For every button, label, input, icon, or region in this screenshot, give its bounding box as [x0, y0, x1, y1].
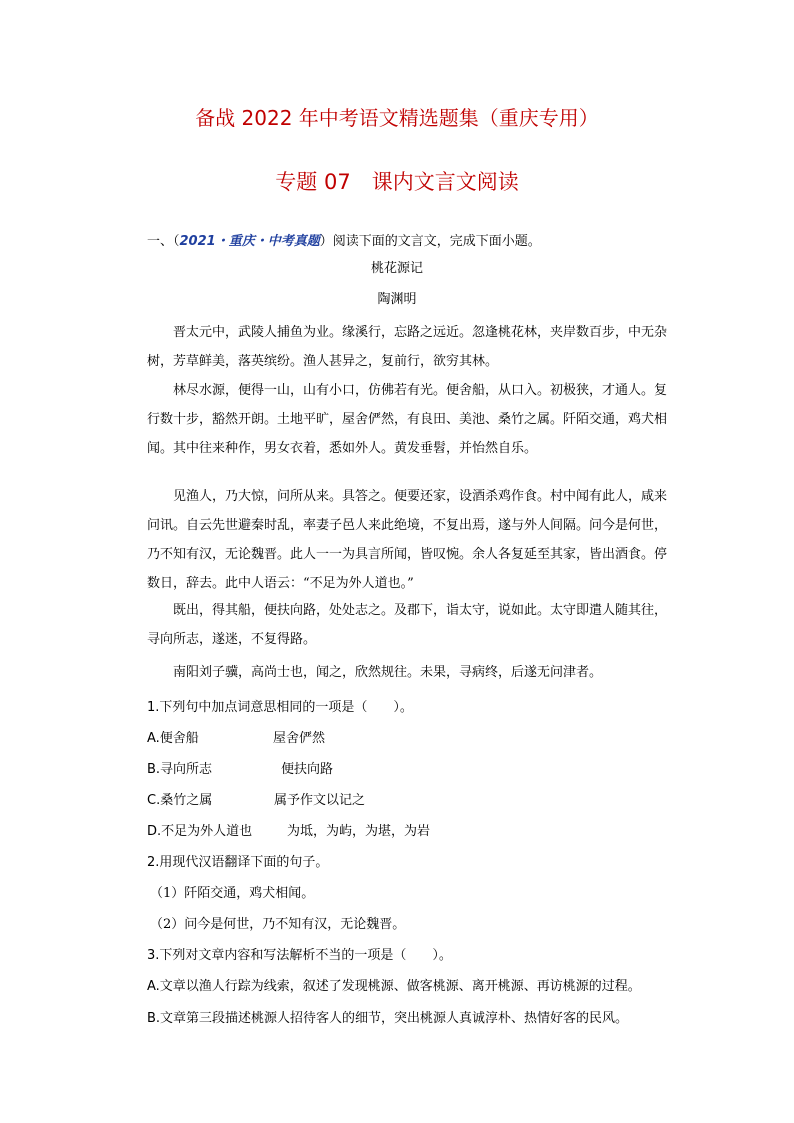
q1-stem: 1.下列句中加点词意思相同的一项是（ ）。	[147, 700, 413, 715]
question-instruction: ）阅读下面的文言文，完成下面小题。	[319, 234, 541, 249]
document-subtitle: 专题 07 课内文言文阅读	[275, 170, 519, 194]
passage-paragraph: 见渔人，乃大惊，问所从来。具答之。便要还家，设酒杀鸡作食。村中闻有此人，咸来问讯。自云先世避秦时乱，率妻子邑人来此绝境，不复出焉，遂与外人间隔。问今是何世，乃不知有汉，无论魏晋。此人一一为具言所闻，皆叹惋。余人各复延至其家，皆出酒食。停数日，辞去。此中人语云：“不足为外人道也。”	[147, 489, 668, 591]
q3-option-b: B.文章第三段描述桃源人招待客人的细节，突出桃源人真诚淳朴、热情好客的民风。	[147, 1011, 629, 1026]
document-title: 备战 2022 年中考语文精选题集（重庆专用）	[195, 106, 599, 130]
question-source: 2021・重庆・中考真题	[179, 234, 320, 249]
question-header	[147, 233, 541, 251]
q1-option-b	[147, 761, 334, 779]
q1-option-a-right: 屋舍俨然	[273, 731, 326, 746]
passage-author: 陶渊明	[377, 292, 417, 307]
q3-option-a: A.文章以渔人行踪为线索，叙述了发现桃源、做客桃源、离开桃源、再访桃源的过程。	[147, 979, 641, 994]
passage-paragraph: 林尽水源，便得一山，山有小口，仿佛若有光。便舍船，从口入。初极狭，才通人。复行数十步，豁然开朗。土地平旷，屋舍俨然，有良田、美池、桑竹之属。阡陌交通，鸡犬相闻。其中往来种作，男女衣着，悉如外人。黄发垂髫，并怡然自乐。	[147, 383, 668, 456]
q3-stem: 3.下列对文章内容和写法解析不当的一项是（ ）。	[147, 948, 452, 963]
q2-item: （2）问今是何世，乃不知有汉，无论魏晋。	[150, 917, 406, 932]
passage-paragraph: 南阳刘子骥，高尚士也，闻之，欣然规往。未果，寻病终，后遂无问津者。	[173, 665, 603, 680]
passage-title: 桃花源记	[370, 261, 423, 276]
q1-option-d-left: D.不足为外人道也	[147, 824, 253, 839]
q2-item: （1）阡陌交通，鸡犬相闻。	[150, 886, 315, 901]
q2-stem: 2.用现代汉语翻译下面的句子。	[147, 855, 329, 870]
passage-paragraph: 既出，得其船，便扶向路，处处志之。及郡下，诣太守，说如此。太守即遣人随其往，寻向所志，遂迷，不复得路。	[147, 603, 668, 647]
q1-option-d-right: 为坻，为屿，为堪，为岩	[287, 824, 431, 839]
q1-option-d	[147, 823, 431, 841]
question-number: 一、（	[147, 234, 180, 249]
q1-option-a	[147, 730, 326, 748]
passage-paragraph: 晋太元中，武陵人捕鱼为业。缘溪行，忘路之远近。忽逢桃花林，夹岸数百步，中无杂树，芳草鲜美，落英缤纷。渔人甚异之，复前行，欲穷其林。	[147, 325, 668, 369]
q1-option-c-left: C.桑竹之属	[147, 793, 213, 808]
q1-option-a-left: A.便舍船	[147, 731, 199, 746]
q1-option-b-left: B.寻向所志	[147, 762, 213, 777]
q1-option-b-right: 便扶向路	[281, 762, 334, 777]
q1-option-c-right: 属予作文以记之	[274, 793, 366, 808]
q1-option-c	[147, 792, 366, 810]
